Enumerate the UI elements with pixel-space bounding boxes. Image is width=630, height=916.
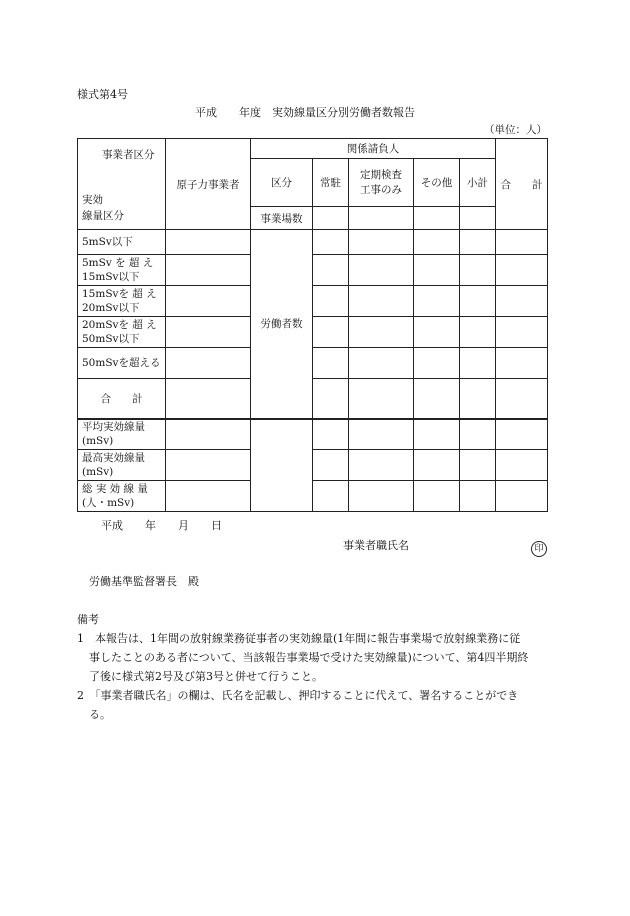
- cell[interactable]: [313, 207, 349, 230]
- blank-kubun-cell: [251, 419, 313, 512]
- cell[interactable]: [414, 207, 460, 230]
- row-label: [78, 255, 166, 286]
- row-label: 5mSv以下: [78, 230, 166, 255]
- row-label-line: 総 実 効 線 量: [82, 483, 148, 495]
- cell[interactable]: [313, 481, 349, 512]
- remarks-item-1-line-1: 1 本報告は、1年間の放射線業務従事者の実効線量(1年間に報告事業場で放射線業務に従: [77, 632, 521, 645]
- addressee: 労働基準監督署長 殿: [89, 575, 199, 588]
- row-label: [78, 419, 166, 450]
- report-title: 平成 年度 実効線量区分別労働者数報告: [195, 106, 415, 119]
- date-line: 平成 年 月 日: [101, 519, 222, 532]
- row-label: [78, 481, 166, 512]
- row-label: [78, 317, 166, 348]
- cell[interactable]: [496, 230, 548, 255]
- cell[interactable]: [349, 286, 414, 317]
- cell[interactable]: [496, 450, 548, 481]
- cell[interactable]: [166, 255, 251, 286]
- dose-report-table: [77, 138, 548, 512]
- cell[interactable]: [349, 348, 414, 379]
- cell[interactable]: [414, 379, 460, 419]
- row-label-line: (mSv): [82, 435, 114, 448]
- cell[interactable]: [166, 286, 251, 317]
- cell[interactable]: [313, 419, 349, 450]
- row-label-line: 5mSv を 超 え: [82, 257, 154, 269]
- cell[interactable]: [460, 348, 496, 379]
- cell[interactable]: [496, 419, 548, 450]
- cell[interactable]: [460, 230, 496, 255]
- remarks-item-1-line-3: 了後に様式第2号及び第3号と併せて行うこと。: [89, 670, 323, 683]
- cell[interactable]: [460, 379, 496, 419]
- form-number: 様式第4号: [77, 88, 128, 101]
- row-label-line: 15mSvを 超 え: [82, 288, 157, 300]
- row-label: [78, 286, 166, 317]
- nuclear-operator-header: 原子力事業者: [166, 139, 251, 230]
- seal-icon: 印: [531, 541, 547, 557]
- kubun-header: 区分: [251, 159, 313, 207]
- cell[interactable]: [313, 286, 349, 317]
- row-label-total: 合 計: [78, 379, 166, 419]
- periodic-header: [349, 159, 414, 207]
- cell[interactable]: [460, 450, 496, 481]
- row-label-line: 平均実効線量: [82, 421, 145, 434]
- remarks-heading: 備考: [77, 613, 99, 626]
- corner-top-label: 事業者区分: [102, 149, 155, 161]
- cell[interactable]: [166, 450, 251, 481]
- cell[interactable]: [349, 379, 414, 419]
- remarks-item-2-line-2: る。: [89, 708, 111, 721]
- cell[interactable]: [414, 317, 460, 348]
- cell[interactable]: [313, 450, 349, 481]
- row-label-line: 最高実効線量: [82, 452, 145, 464]
- unit-label: （単位：人）: [484, 124, 547, 136]
- cell[interactable]: [166, 348, 251, 379]
- cell[interactable]: [496, 317, 548, 348]
- seal-mark: [531, 536, 547, 557]
- workers-count-label: 労働者数: [251, 230, 313, 419]
- cell[interactable]: [496, 255, 548, 286]
- corner-bottom-label-1: 実効: [82, 194, 103, 206]
- grand-total-header: 合 計: [496, 139, 548, 230]
- cell[interactable]: [313, 230, 349, 255]
- cell[interactable]: [313, 317, 349, 348]
- cell[interactable]: [166, 317, 251, 348]
- row-label: [78, 450, 166, 481]
- cell[interactable]: [166, 481, 251, 512]
- joutyuu-header: 常駐: [313, 159, 349, 207]
- corner-cell: [78, 139, 166, 230]
- cell[interactable]: [460, 286, 496, 317]
- cell[interactable]: [460, 207, 496, 230]
- remarks-item-2-line-1: 2 「事業者職氏名」の欄は、氏名を記載し、押印することに代えて、署名することができ: [77, 689, 519, 702]
- employer-name-label: 事業者職氏名: [343, 539, 409, 552]
- row-label-line: (mSv): [82, 466, 114, 478]
- cell[interactable]: [313, 348, 349, 379]
- row-label: 50mSvを超える: [78, 348, 166, 379]
- cell[interactable]: [414, 348, 460, 379]
- row-label-line: 20mSv以下: [82, 302, 140, 314]
- sites-count-label: 事業場数: [251, 207, 313, 230]
- corner-bottom-label-2: 線量区分: [82, 210, 124, 222]
- cell[interactable]: [313, 255, 349, 286]
- periodic-line-1: 定期検査: [360, 168, 402, 181]
- cell[interactable]: [349, 317, 414, 348]
- remarks-section: [77, 610, 557, 724]
- row-label-line: 20mSvを 超 え: [82, 319, 157, 331]
- others-header: その他: [414, 159, 460, 207]
- cell[interactable]: [166, 419, 251, 450]
- row-label-line: 15mSv以下: [82, 271, 140, 283]
- cell[interactable]: [460, 481, 496, 512]
- cell[interactable]: [414, 481, 460, 512]
- cell[interactable]: [460, 419, 496, 450]
- cell[interactable]: [496, 379, 548, 419]
- subtotal-header: 小計: [460, 159, 496, 207]
- cell[interactable]: [313, 379, 349, 419]
- row-label-line: 50mSv以下: [82, 333, 140, 345]
- cell[interactable]: [460, 317, 496, 348]
- periodic-line-2: 工事のみ: [360, 183, 402, 196]
- cell[interactable]: [166, 230, 251, 255]
- cell[interactable]: [349, 419, 414, 450]
- cell[interactable]: [414, 286, 460, 317]
- cell[interactable]: [349, 255, 414, 286]
- cell[interactable]: [414, 450, 460, 481]
- cell[interactable]: [349, 207, 414, 230]
- cell[interactable]: [349, 230, 414, 255]
- cell[interactable]: [460, 255, 496, 286]
- cell[interactable]: [349, 450, 414, 481]
- remarks-item-1-line-2: 事したことのある者について、当該報告事業場で受けた実効線量)について、第4四半期終: [89, 651, 529, 664]
- cell[interactable]: [496, 481, 548, 512]
- cell[interactable]: [414, 255, 460, 286]
- cell[interactable]: [414, 230, 460, 255]
- cell[interactable]: [414, 419, 460, 450]
- contractor-group-header: 関係請負人: [251, 139, 496, 159]
- cell[interactable]: [496, 348, 548, 379]
- cell[interactable]: [496, 286, 548, 317]
- row-label-line: (人・mSv): [82, 497, 135, 509]
- cell[interactable]: [166, 379, 251, 419]
- cell[interactable]: [349, 481, 414, 512]
